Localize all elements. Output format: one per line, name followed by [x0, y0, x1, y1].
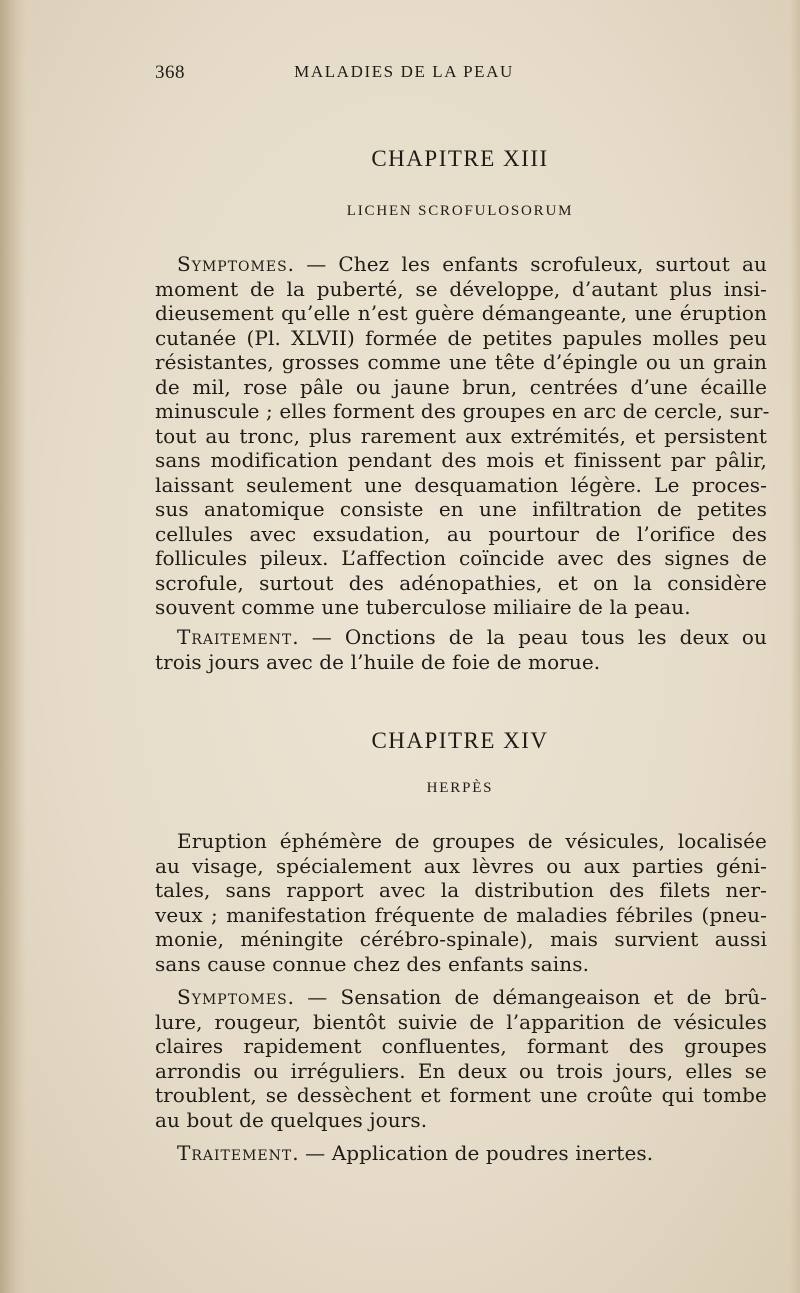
running-title: MALADIES DE LA PEAU: [294, 62, 514, 81]
text-line: scrofule, surtout des adénopathies, et on la considère: [155, 570, 767, 595]
text-line: arrondis ou irréguliers. En deux ou trois jours, elles se: [155, 1058, 767, 1083]
section-label: Traitement: [177, 625, 293, 649]
chapter-13-symptomes-paragraph: [155, 252, 770, 620]
text-line: sans modification pendant des mois et finissent par pâlir,: [155, 448, 767, 472]
section-label: Traitement: [177, 1141, 293, 1165]
chapter-14-traitement-paragraph: [155, 1141, 767, 1166]
text-line: monie, méningite cérébro-spinale), mais survient aussi: [155, 927, 767, 951]
text-line: Traitement. — Application de poudres inertes.: [177, 1141, 654, 1165]
text-line: Symptomes. — Chez les enfants scrofuleux, surtout au: [177, 252, 767, 276]
chapter-14-intro-paragraph: [155, 829, 767, 976]
text-line: veux ; manifestation fréquente de maladies fébriles (pneu-: [155, 902, 767, 927]
text-line: Symptomes. — Sensation de démangeaison et de brû-: [177, 985, 767, 1009]
chapter-13-subtitle: LICHEN SCROFULOSORUM: [346, 203, 574, 219]
text-line: claires rapidement confluentes, formant des groupes: [155, 1034, 767, 1058]
text-line: au visage, spécialement aux lèvres ou aux parties géni-: [155, 853, 767, 878]
text-line: Eruption éphémère de groupes de vésicules, localisée: [177, 829, 767, 853]
page-number: 368: [155, 62, 185, 83]
text-line: moment de la puberté, se développe, d’autant plus insi-: [155, 276, 767, 301]
text-line: souvent comme une tuberculose miliaire de la peau.: [155, 595, 691, 619]
text-line: lure, rougeur, bientôt suivie de l’apparition de vésicules: [155, 1009, 767, 1034]
chapter-13-title: CHAPITRE XIII: [371, 146, 549, 171]
chapter-14-subtitle: HERPÈS: [426, 780, 494, 796]
chapter-14-title: CHAPITRE XIV: [371, 728, 549, 753]
text-line: cutanée (Pl. XLVII) formée de petites papules molles peu: [155, 325, 767, 350]
text-line: de mil, rose pâle ou jaune brun, centrées d’une écaille: [155, 374, 767, 399]
text-line: tout au tronc, plus rarement aux extrémités, et persistent: [155, 423, 767, 448]
text-line: au bout de quelques jours.: [155, 1107, 428, 1132]
page-edge-shadow: [790, 0, 800, 1293]
text-line: sans cause connue chez des enfants sains.: [155, 951, 590, 976]
text-line: tales, sans rapport avec la distribution des filets ner-: [155, 878, 767, 902]
chapter-14-symptomes-paragraph: [155, 985, 767, 1132]
text-line: trois jours avec de l’huile de foie de morue.: [155, 649, 601, 674]
text-line: minuscule ; elles forment des groupes en arc de cercle, sur-: [155, 399, 770, 423]
section-label: Symptomes: [177, 252, 288, 276]
text-line: troublent, se dessèchent et forment une croûte qui tombe: [155, 1083, 767, 1107]
text-line: Traitement. — Onctions de la peau tous les deux ou: [177, 625, 767, 649]
text-line: sus anatomique consiste en une infiltration de petites: [155, 497, 767, 521]
text-line: follicules pileux. L’affection coïncide avec des signes de: [155, 546, 767, 570]
section-label: Symptomes: [177, 985, 288, 1009]
running-head: [0, 62, 800, 88]
text-line: résistantes, grosses comme une tête d’épingle ou un grain: [155, 350, 767, 374]
page-binding-shadow: [0, 0, 26, 1293]
text-line: cellules avec exsudation, au pourtour de l’orifice des: [155, 521, 767, 546]
text-line: laissant seulement une desquamation légère. Le proces-: [155, 472, 767, 497]
text-line: dieusement qu’elle n’est guère démangeante, une éruption: [155, 301, 767, 325]
chapter-13-traitement-paragraph: [155, 625, 767, 674]
